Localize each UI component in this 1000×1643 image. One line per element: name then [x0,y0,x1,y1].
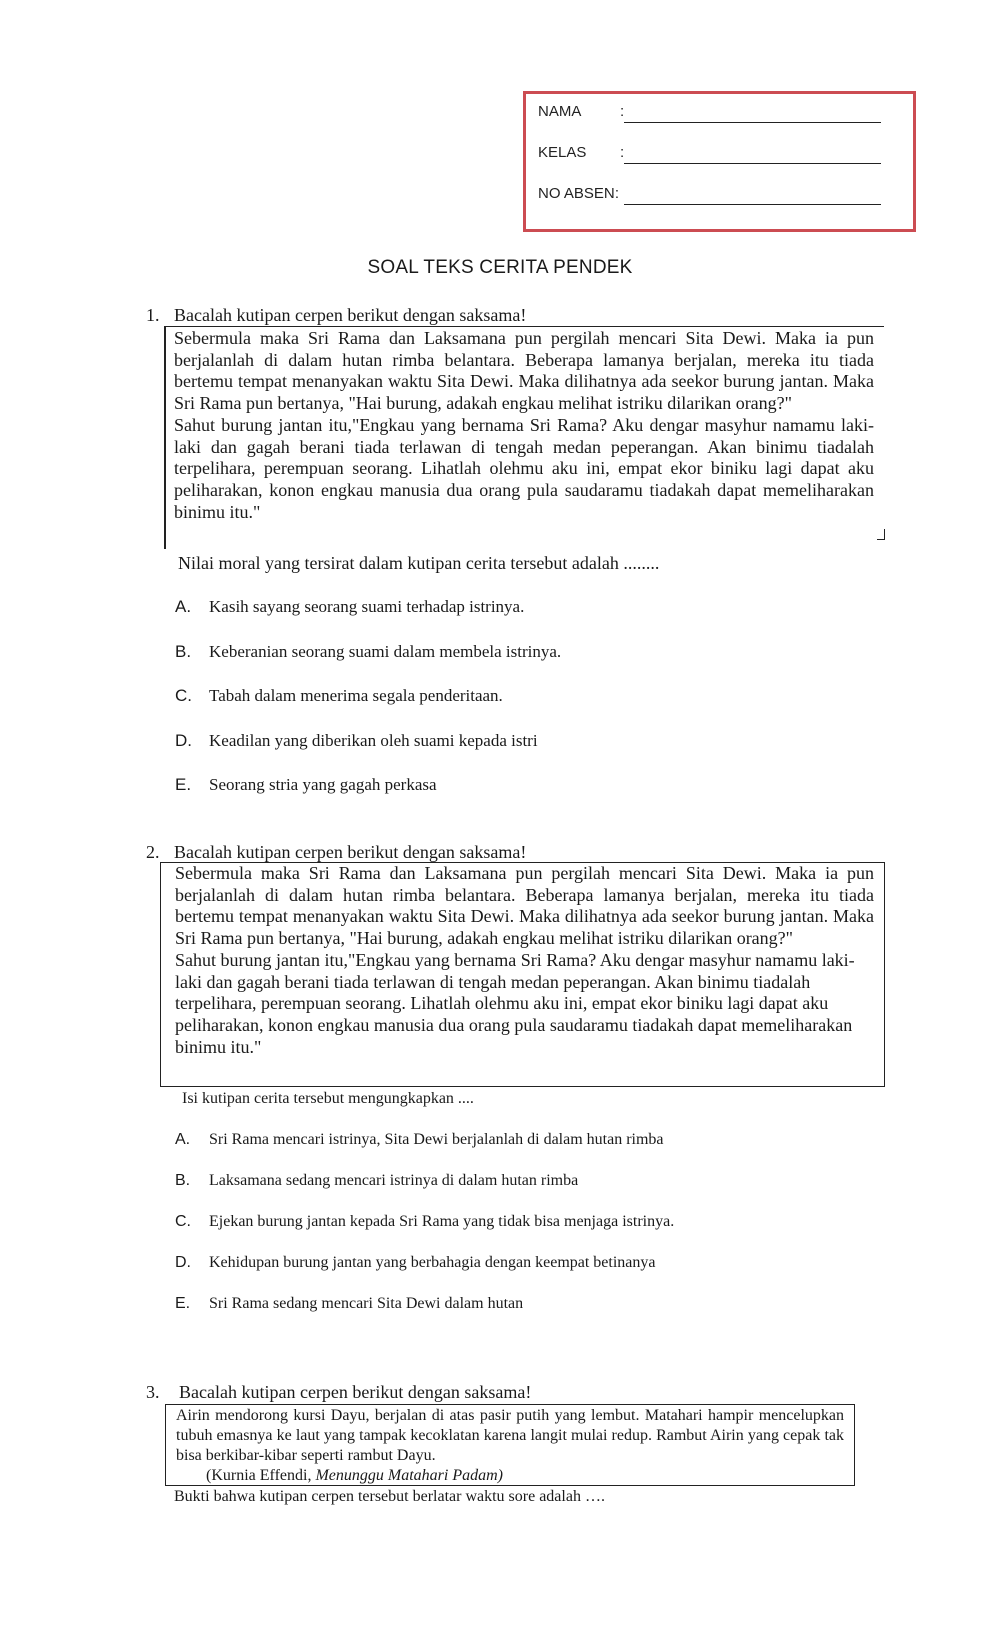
question-1-prompt: Nilai moral yang tersirat dalam kutipan cerita tersebut adalah ........ [178,553,660,573]
absen-row [538,185,619,202]
passage-1 [174,328,874,523]
question-3-intro: Bacalah kutipan cerpen berikut dengan saksama! [179,1382,532,1402]
page-title: SOAL TEKS CERITA PENDEK [367,257,633,278]
option-text: Keadilan yang diberikan oleh suami kepada istri [209,731,538,750]
option-letter: E. [175,775,192,794]
option-letter: D. [175,731,192,750]
absen-colon: : [614,185,620,202]
option-letter: D. [175,1254,191,1271]
option-text: Laksamana sedang mencari istrinya di dalam hutan rimba [209,1172,579,1189]
passage-1-paragraph-1: Sebermula maka Sri Rama dan Laksamana pun pergilah mencari Sita Dewi. Maka ia pun berjalanlah di dalam hutan rimba belantara. Beberapa lamanya berjalan, mereka itu tiada bertemu tempat menanyakan waktu Sita Dewi. Maka dilihatnya ada seekor burung jantan. Maka Sri Rama pun bertanya, "Hai burung, adakah engkau melihat istriku dilarikan orang?" [174,328,874,414]
passage-2-paragraph-1: Sebermula maka Sri Rama dan Laksamana pun pergilah mencari Sita Dewi. Maka ia pun berjalanlah di dalam hutan rimba belantara. Beberapa lamanya berjalan, mereka itu tiada bertemu tempat menanyakan waktu Sita Dewi. Maka dilihatnya ada seekor burung jantan. Maka Sri Rama pun bertanya, "Hai burung, adakah engkau melihat istriku dilarikan orang?" [175,863,874,949]
passage-3 [165,1404,855,1486]
option-text: Ejekan burung jantan kepada Sri Rama yang tidak bisa menjaga istrinya. [209,1213,675,1230]
kelas-label: KELAS [538,144,587,161]
kelas-colon: : [620,144,625,161]
passage-1-corner-mark [884,529,885,539]
question-3-prompt: Bukti bahwa kutipan cerpen tersebut berlatar waktu sore adalah …. [174,1488,605,1505]
question-2-prompt: Isi kutipan cerita tersebut mengungkapkan .... [182,1090,474,1107]
option-text: Tabah dalam menerima segala penderitaan. [209,686,503,705]
option-text: Sri Rama mencari istrinya, Sita Dewi berjalanlah di dalam hutan rimba [209,1131,664,1148]
citation-title: Menunggu Matahari Padam) [315,1467,503,1484]
absen-label: NO ABSEN [538,185,615,202]
question-1-intro: Bacalah kutipan cerpen berikut dengan saksama! [174,305,527,325]
option-text: Keberanian seorang suami dalam membela istrinya. [209,642,562,661]
passage-1-top-border [164,326,884,327]
citation-author: (Kurnia Effendi, [206,1467,312,1484]
kelas-field[interactable] [624,163,881,164]
passage-1-corner-mark-base [877,539,885,540]
option-letter: A. [175,1131,191,1148]
option-letter: B. [175,642,192,661]
passage-1-left-border [164,326,166,549]
nama-colon: : [620,103,625,120]
option-text: Kehidupan burung jantan yang berbahagia dengan keempat betinanya [209,1254,656,1271]
kelas-row [538,144,624,161]
option-letter: C. [175,1213,191,1230]
question-2-number: 2. [146,842,160,862]
option-letter: C. [175,686,192,705]
student-identity-box [523,91,916,232]
option-letter: B. [175,1172,191,1189]
passage-1-paragraph-2: Sahut burung jantan itu,"Engkau yang bernama Sri Rama? Aku dengar masyhur namamu laki-laki dan gagah berani tiada terlawan di tengah medan peperangan. Akan binimu tiadalah terpelihara, perempuan seorang. Lihatlah olehmu aku ini, empat ekor biniku lagi dapat aku peliharakan, konon engkau manusia dua orang pula saudaramu tiadakah dapat memeliharakan binimu itu." [174,414,874,522]
option-text: Sri Rama sedang mencari Sita Dewi dalam hutan [209,1295,524,1312]
nama-row [538,103,624,120]
passage-3-paragraph-1: Airin mendorong kursi Dayu, berjalan di atas pasir putih yang lembut. Matahari hampir mencelupkan tubuh emasnya ke laut yang tampak kecoklatan karena langit mulai redup. Rambut Airin yang cepak tak bisa berkibar-kibar seperti rambut Dayu. [176,1407,844,1464]
passage-3-citation [206,1466,844,1486]
question-3-number: 3. [146,1382,160,1402]
option-text: Kasih sayang seorang suami terhadap istrinya. [209,597,525,616]
option-letter: A. [175,597,192,616]
absen-field[interactable] [624,204,881,205]
question-1-number: 1. [146,305,160,325]
passage-2 [160,862,885,1087]
question-2-intro: Bacalah kutipan cerpen berikut dengan saksama! [174,842,527,862]
nama-field[interactable] [624,122,881,123]
option-letter: E. [175,1295,191,1312]
passage-2-paragraph-2: Sahut burung jantan itu,"Engkau yang bernama Sri Rama? Aku dengar masyhur namamu laki-laki dan gagah berani tiada terlawan di tengah medan peperangan. Akan binimu tiadalah terpelihara, perempuan seorang. Lihatlah olehmu aku ini, empat ekor biniku lagi dapat aku peliharakan, konon engkau manusia dua orang pula saudaramu tiadakah dapat memeliharakan binimu itu." [175,949,855,1057]
nama-label: NAMA [538,103,582,120]
option-text: Seorang stria yang gagah perkasa [209,775,437,794]
